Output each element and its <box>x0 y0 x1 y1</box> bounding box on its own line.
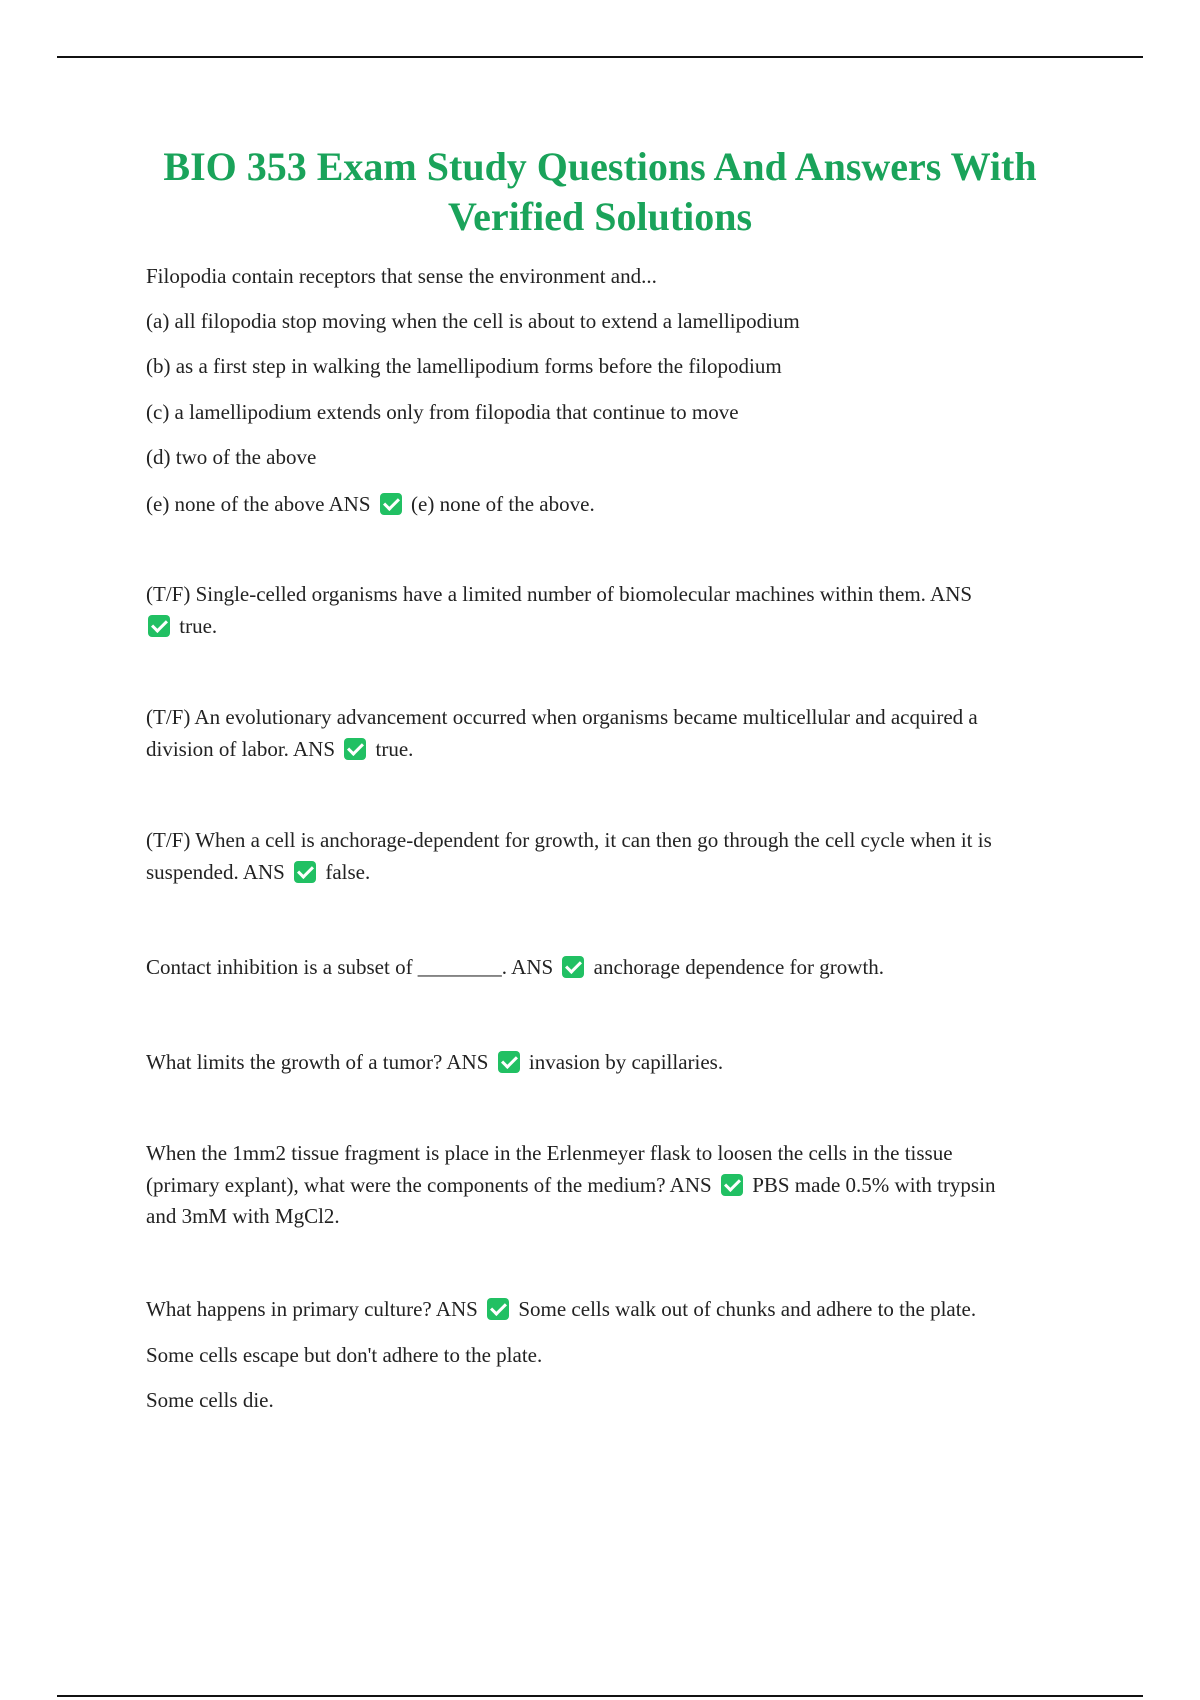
q1-option-a: (a) all filopodia stop moving when the cell is about to extend a lamellipodium <box>146 309 800 333</box>
ans-label: ANS <box>446 1050 489 1074</box>
q1-option-c: (c) a lamellipodium extends only from filopodia that continue to move <box>146 400 739 424</box>
q3-question-line2-text: division of labor. <box>146 737 289 761</box>
ans-label: ANS <box>930 582 973 606</box>
ans-label: ANS <box>435 1297 478 1321</box>
q1-option-d: (d) two of the above <box>146 445 317 469</box>
check-mark-icon <box>498 1051 520 1073</box>
q8-line <box>146 1293 1086 1325</box>
q3-question-line2 <box>146 733 1086 765</box>
q8-answer-line2: Some cells escape but don't adhere to the plate. <box>146 1343 543 1367</box>
q8-question: What happens in primary culture? <box>146 1297 432 1321</box>
ans-label: ANS <box>328 492 371 516</box>
q1-option-e-line <box>146 488 1086 520</box>
q2-answer: true. <box>179 614 218 638</box>
q7-answer-part1: PBS made 0.5% with trypsin <box>752 1173 996 1197</box>
q2-question: (T/F) Single-celled organisms have a limited number of biomolecular machines within them. <box>146 582 926 606</box>
check-mark-icon <box>380 493 402 515</box>
q4-question-line1: (T/F) When a cell is anchorage-dependent for growth, it can then go through the cell cycle when it is <box>146 828 992 852</box>
check-mark-icon <box>148 615 170 637</box>
check-mark-icon <box>344 738 366 760</box>
bottom-rule <box>57 1695 1143 1697</box>
q8-answer-line1: Some cells walk out of chunks and adhere to the plate. <box>518 1297 977 1321</box>
q8-answer-line3: Some cells die. <box>146 1388 274 1412</box>
check-mark-icon <box>562 956 584 978</box>
check-mark-icon <box>294 861 316 883</box>
q7-question-line2 <box>146 1169 1086 1201</box>
ans-label: ANS <box>293 737 336 761</box>
q4-question-line2 <box>146 856 1086 888</box>
q6-line <box>146 1046 1086 1078</box>
q7-question-line1: When the 1mm2 tissue fragment is place in the Erlenmeyer flask to loosen the cells in the tissue <box>146 1141 953 1165</box>
q2-answer-line <box>146 610 1086 642</box>
q4-question-line2-text: suspended. <box>146 860 239 884</box>
document-title: BIO 353 Exam Study Questions And Answers With Verified Solutions <box>163 144 1037 239</box>
check-mark-icon <box>487 1298 509 1320</box>
check-mark-icon <box>721 1174 743 1196</box>
q7-question-line2-text: (primary explant), what were the components of the medium? <box>146 1173 666 1197</box>
q5-question: Contact inhibition is a subset of ________. <box>146 955 508 979</box>
ans-label: ANS <box>242 860 285 884</box>
ans-label: ANS <box>511 955 554 979</box>
q6-question: What limits the growth of a tumor? <box>146 1050 443 1074</box>
q7-answer-part2: and 3mM with MgCl2. <box>146 1204 340 1228</box>
q6-answer: invasion by capillaries. <box>528 1050 724 1074</box>
q1-answer: (e) none of the above. <box>411 492 595 516</box>
q1-question: Filopodia contain receptors that sense the environment and... <box>146 264 657 288</box>
q2-question-line <box>146 578 1086 610</box>
q3-answer: true. <box>375 737 414 761</box>
q3-question-line1: (T/F) An evolutionary advancement occurred when organisms became multicellular and acquired a <box>146 705 978 729</box>
q1-option-e: (e) none of the above <box>146 492 325 516</box>
q4-answer: false. <box>325 860 371 884</box>
q5-line <box>146 951 1086 983</box>
q1-option-b: (b) as a first step in walking the lamellipodium forms before the filopodium <box>146 354 782 378</box>
ans-label: ANS <box>669 1173 712 1197</box>
top-rule <box>57 56 1143 58</box>
q5-answer: anchorage dependence for growth. <box>593 955 885 979</box>
